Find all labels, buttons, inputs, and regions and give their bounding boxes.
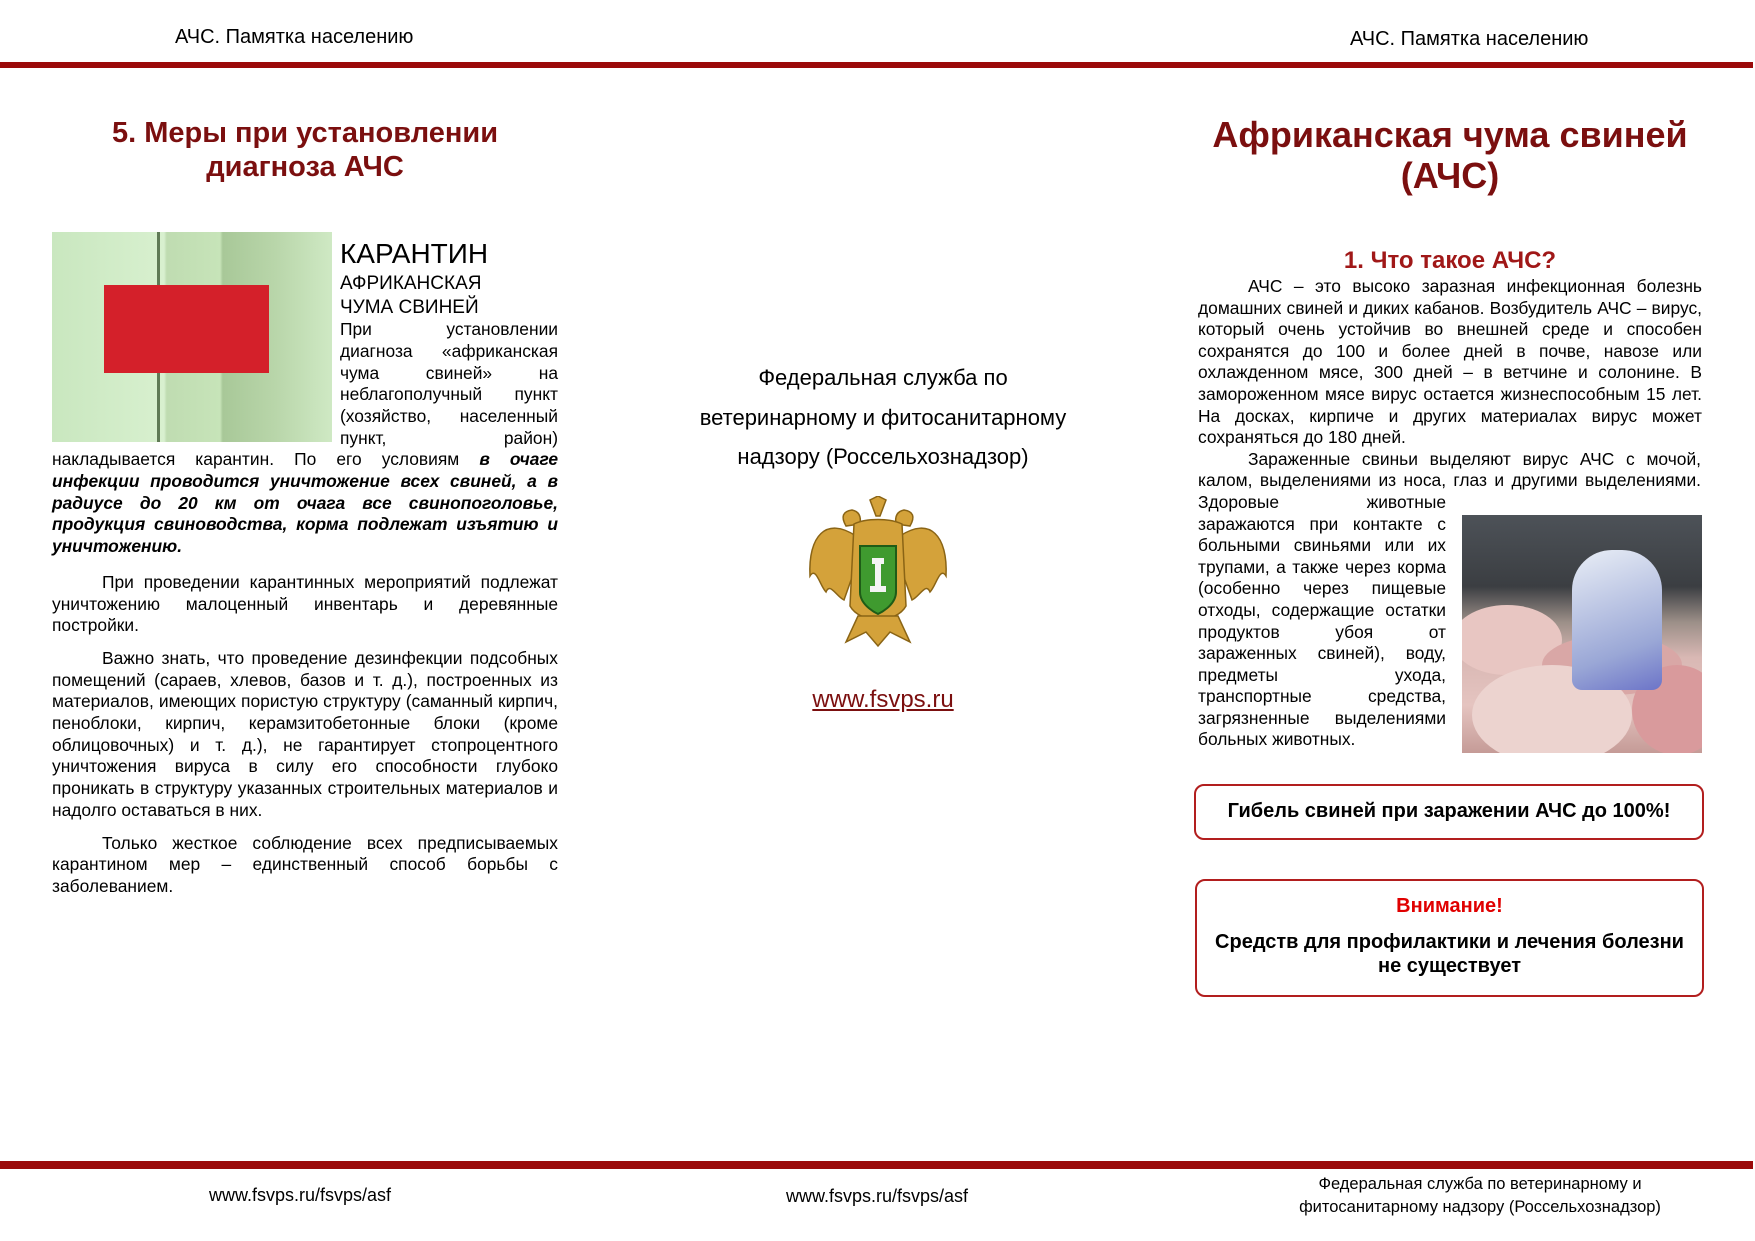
org-line3: надзору (Россельхознадзор)	[737, 444, 1029, 469]
quarantine-sign-image	[52, 232, 332, 442]
brochure-title	[1198, 114, 1702, 196]
right-p2: Зараженные свиньи выделяют вирус АЧС с мочой, калом, выделениями из носа, глаз и другими выделениями. Здоровые животные заражаются при контакте с больными свиньями или их трупами, а также через корма (особенно через пищевые отходы, содержащие остатки продуктов убоя от зараженных свиней), воду, предметы ухода, транспортные средства, загрязненные выделениями больных животных.	[1198, 448, 1701, 750]
top-divider	[0, 62, 1753, 68]
left-p2: При проведении карантинных мероприятий подлежат уничтожению малоценный инвентарь и деревянные постройки.	[52, 571, 558, 636]
right-column	[1198, 276, 1702, 757]
left-p3: Важно знать, что проведение дезинфекции подсобных помещений (сараев, хлевов, базов и т. д.), построенных из материалов, имеющих пористую структуру (саманный кирпич, пеноблоки, кирпич, керамзитобетонные блоки (кроме облицовочных) и т. д.), не гарантирует стопроцентного уничтожения вируса в силу его способности глубоко проникать в структуру указанных строительных материалов и надолго оставаться в них.	[52, 647, 558, 820]
mortality-box: Гибель свиней при заражении АЧС до 100%!	[1194, 784, 1704, 840]
header-right: АЧС. Памятка населению	[1350, 28, 1589, 50]
warning-text: Средств для профилактики и лечения болезни не существует	[1215, 931, 1684, 977]
sign-line2: АФРИКАНСКАЯ	[340, 272, 482, 294]
website-link[interactable]: www.fsvps.ru	[812, 686, 954, 713]
bottom-divider	[0, 1161, 1753, 1169]
sick-pigs-image	[1462, 515, 1702, 753]
sign-line3: ЧУМА СВИНЕЙ	[340, 297, 479, 319]
left-column	[52, 232, 558, 909]
header-left: АЧС. Памятка населению	[175, 26, 414, 48]
left-p1-emphasis: в очаге инфекции проводится уничтожение всех свиней, а в радиусе до 20 км от очага все свинопоголовье, продукция свиноводства, корма подлежат изъятию и уничтожению.	[52, 449, 558, 557]
section-heading: 1. Что такое АЧС?	[1343, 247, 1557, 274]
org-line1: Федеральная служба по	[758, 365, 1008, 390]
left-p1-text: При установлении диагноза «африканская чума свиней» на неблагополучный пункт (хозяйство, населенный пункт, район) накладывается карантин. По его условиям	[52, 319, 558, 470]
footer-org-line1: Федеральная служба по ветеринарному и	[1318, 1175, 1642, 1193]
left-heading: 5. Меры при установлении диагноза АЧС	[111, 117, 499, 183]
warning-title: Внимание!	[1396, 895, 1503, 917]
footer-left-link[interactable]: www.fsvps.ru/fsvps/asf	[208, 1185, 392, 1205]
right-p1: АЧС – это высоко заразная инфекционная болезнь домашних свиней и диких кабанов. Возбудитель АЧС – вирус, который очень устойчив во внешней среде и способен сохранятся до 100 и более дней в почве, навозе или охлажденном мясе, 300 дней – в ветчине и солонине. В замороженном мясе вирус остается жизнеспособным 15 лет. На досках, кирпиче и других материалах вирус может сохраняться до 180 дней.	[1198, 276, 1702, 448]
warning-box	[1195, 879, 1704, 997]
org-line2: ветеринарному и фитосанитарному	[699, 404, 1067, 430]
footer-org-line2: фитосанитарному надзору (Россельхознадзор)	[1299, 1198, 1661, 1216]
left-p4: Только жесткое соблюдение всех предписываемых карантином мер – единственный способ борьбы с заболеванием.	[52, 832, 558, 896]
footer-organization	[1250, 1173, 1710, 1219]
organization-name	[640, 358, 1126, 477]
title-line1: Африканская чума свиней	[1212, 114, 1688, 155]
double-headed-eagle-emblem-icon	[806, 496, 950, 648]
sign-line1: КАРАНТИН	[340, 238, 489, 269]
footer-middle-link[interactable]: www.fsvps.ru/fsvps/asf	[785, 1186, 969, 1206]
title-line2: (АЧС)	[1400, 155, 1500, 196]
